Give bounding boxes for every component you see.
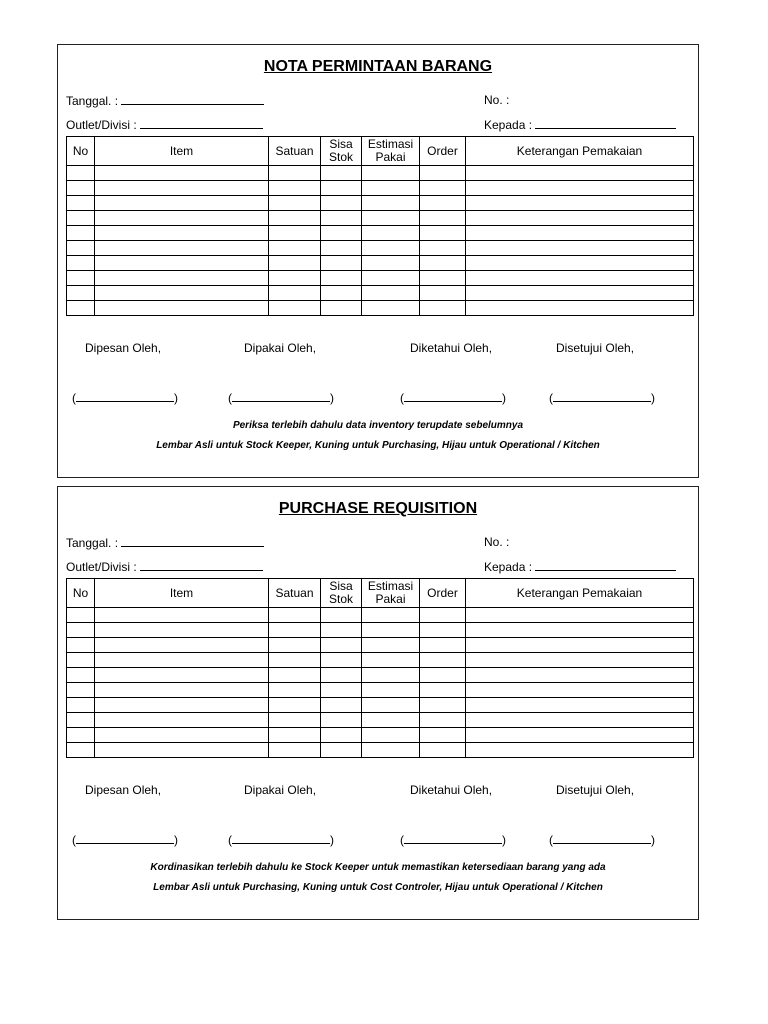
tanggal-label: Tanggal. :: [66, 94, 119, 108]
signature-line[interactable]: ( ): [400, 391, 506, 405]
col-no-cell[interactable]: [67, 226, 95, 241]
no-label: No. :: [484, 93, 510, 107]
col-estimasi-pakai-cell[interactable]: [362, 668, 420, 683]
col-no-cell[interactable]: [67, 668, 95, 683]
signature-line[interactable]: ( ): [400, 833, 506, 847]
col-keterangan-pemakaian-header: Keterangan Pemakaian: [466, 137, 694, 166]
signature-line[interactable]: ( ): [228, 391, 334, 405]
col-item-cell[interactable]: [95, 713, 269, 728]
col-sisa-stok-cell[interactable]: [321, 181, 362, 196]
kepada-blank-line[interactable]: [535, 117, 676, 129]
col-item-cell[interactable]: [95, 623, 269, 638]
col-no-header: No: [67, 579, 95, 608]
col-keterangan-pemakaian-cell[interactable]: [466, 698, 694, 713]
col-no-cell[interactable]: [67, 181, 95, 196]
col-estimasi-pakai-cell[interactable]: [362, 623, 420, 638]
distribution-note: Lembar Asli untuk Purchasing, Kuning untuk Cost Controler, Hijau untuk Operational / Kitchen: [153, 882, 603, 893]
col-item-cell[interactable]: [95, 181, 269, 196]
col-satuan-cell[interactable]: [269, 181, 321, 196]
table-row: [67, 638, 694, 653]
col-no-cell[interactable]: [67, 211, 95, 226]
table-row: [67, 743, 694, 758]
col-sisa-stok-cell[interactable]: [321, 728, 362, 743]
col-keterangan-pemakaian-cell[interactable]: [466, 211, 694, 226]
col-order-cell[interactable]: [420, 608, 466, 623]
col-sisa-stok-cell[interactable]: [321, 241, 362, 256]
col-keterangan-pemakaian-cell[interactable]: [466, 286, 694, 301]
table-header-row: [67, 579, 694, 608]
col-no-cell[interactable]: [67, 271, 95, 286]
col-item-cell[interactable]: [95, 638, 269, 653]
col-satuan-cell[interactable]: [269, 256, 321, 271]
col-order-cell[interactable]: [420, 226, 466, 241]
col-sisa-stok-cell[interactable]: [321, 226, 362, 241]
tanggal-blank-line[interactable]: [121, 535, 264, 547]
form-title: PURCHASE REQUISITION: [278, 500, 478, 517]
kepada-field[interactable]: [484, 117, 676, 132]
col-no-cell[interactable]: [67, 241, 95, 256]
tanggal-field[interactable]: [66, 535, 264, 550]
col-estimasi-pakai-cell[interactable]: [362, 728, 420, 743]
col-estimasi-pakai-cell[interactable]: [362, 271, 420, 286]
col-order-cell[interactable]: [420, 166, 466, 181]
col-keterangan-pemakaian-cell[interactable]: [466, 623, 694, 638]
col-estimasi-pakai-cell[interactable]: [362, 181, 420, 196]
col-keterangan-pemakaian-cell[interactable]: [466, 301, 694, 316]
table-row: [67, 256, 694, 271]
col-item-cell[interactable]: [95, 743, 269, 758]
col-item-cell[interactable]: [95, 256, 269, 271]
items-table: [66, 136, 694, 316]
col-sisa-stok-cell[interactable]: [321, 166, 362, 181]
col-no-cell[interactable]: [67, 698, 95, 713]
col-sisa-stok-cell[interactable]: [321, 683, 362, 698]
nota-permintaan-barang-form: [57, 44, 699, 478]
col-item-header: Item: [95, 579, 269, 608]
col-keterangan-pemakaian-cell[interactable]: [466, 226, 694, 241]
tanggal-field[interactable]: [66, 93, 264, 108]
col-keterangan-pemakaian-cell[interactable]: [466, 166, 694, 181]
signature-label: Dipakai Oleh,: [244, 783, 317, 797]
table-row: [67, 713, 694, 728]
col-satuan-cell[interactable]: [269, 743, 321, 758]
col-satuan-cell[interactable]: [269, 608, 321, 623]
table-row: [67, 623, 694, 638]
col-estimasi-pakai-cell[interactable]: [362, 226, 420, 241]
col-satuan-cell[interactable]: [269, 698, 321, 713]
col-keterangan-pemakaian-cell[interactable]: [466, 196, 694, 211]
col-order-cell[interactable]: [420, 728, 466, 743]
col-sisa-stok-cell[interactable]: [321, 271, 362, 286]
col-satuan-cell[interactable]: [269, 166, 321, 181]
col-estimasi-pakai-header: Estimasi Pakai: [362, 137, 420, 166]
col-order-cell[interactable]: [420, 181, 466, 196]
col-keterangan-pemakaian-cell[interactable]: [466, 271, 694, 286]
col-sisa-stok-cell[interactable]: [321, 301, 362, 316]
signature-label: Disetujui Oleh,: [556, 783, 635, 797]
col-keterangan-pemakaian-header: Keterangan Pemakaian: [466, 579, 694, 608]
table-row: [67, 226, 694, 241]
col-satuan-cell[interactable]: [269, 623, 321, 638]
col-no-cell[interactable]: [67, 713, 95, 728]
col-keterangan-pemakaian-cell[interactable]: [466, 743, 694, 758]
table-row: [67, 166, 694, 181]
col-item-cell[interactable]: [95, 271, 269, 286]
col-order-cell[interactable]: [420, 271, 466, 286]
col-estimasi-pakai-cell[interactable]: [362, 286, 420, 301]
col-item-cell[interactable]: [95, 653, 269, 668]
distribution-note: Lembar Asli untuk Stock Keeper, Kuning untuk Purchasing, Hijau untuk Operational / Kitchen: [156, 440, 600, 451]
kepada-label: Kepada :: [484, 118, 533, 132]
outlet-divisi-field[interactable]: [66, 117, 263, 132]
col-keterangan-pemakaian-cell[interactable]: [466, 653, 694, 668]
col-item-cell[interactable]: [95, 698, 269, 713]
col-satuan-header: Satuan: [269, 137, 321, 166]
kepada-blank-line[interactable]: [535, 559, 676, 571]
col-sisa-stok-cell[interactable]: [321, 668, 362, 683]
col-no-cell[interactable]: [67, 653, 95, 668]
col-estimasi-pakai-cell[interactable]: [362, 653, 420, 668]
col-satuan-cell[interactable]: [269, 683, 321, 698]
signature-line[interactable]: ( ): [549, 391, 655, 405]
col-order-cell[interactable]: [420, 713, 466, 728]
col-order-header: Order: [420, 579, 466, 608]
col-sisa-stok-header: Sisa Stok: [321, 137, 362, 166]
table-row: [67, 241, 694, 256]
col-satuan-cell[interactable]: [269, 638, 321, 653]
col-satuan-cell[interactable]: [269, 271, 321, 286]
col-keterangan-pemakaian-cell[interactable]: [466, 728, 694, 743]
col-item-header: Item: [95, 137, 269, 166]
col-item-cell[interactable]: [95, 196, 269, 211]
table-row: [67, 698, 694, 713]
col-satuan-cell[interactable]: [269, 653, 321, 668]
col-satuan-header: Satuan: [269, 579, 321, 608]
col-estimasi-pakai-cell[interactable]: [362, 301, 420, 316]
items-table: [66, 578, 694, 758]
col-sisa-stok-cell[interactable]: [321, 743, 362, 758]
col-order-cell[interactable]: [420, 286, 466, 301]
col-estimasi-pakai-header: Estimasi Pakai: [362, 579, 420, 608]
table-row: [67, 728, 694, 743]
col-item-cell[interactable]: [95, 683, 269, 698]
instruction-note: Periksa terlebih dahulu data inventory terupdate sebelumnya: [232, 420, 524, 431]
col-sisa-stok-cell[interactable]: [321, 256, 362, 271]
col-no-cell[interactable]: [67, 623, 95, 638]
col-estimasi-pakai-cell[interactable]: [362, 166, 420, 181]
col-keterangan-pemakaian-cell[interactable]: [466, 668, 694, 683]
tanggal-label: Tanggal. :: [66, 536, 119, 550]
table-row: [67, 683, 694, 698]
col-item-cell[interactable]: [95, 728, 269, 743]
col-sisa-stok-cell[interactable]: [321, 638, 362, 653]
col-order-cell[interactable]: [420, 211, 466, 226]
col-estimasi-pakai-cell[interactable]: [362, 683, 420, 698]
col-sisa-stok-cell[interactable]: [321, 211, 362, 226]
purchase-requisition-form: [57, 486, 699, 920]
col-order-cell[interactable]: [420, 698, 466, 713]
signature-label: Diketahui Oleh,: [410, 783, 493, 797]
signature-label: Disetujui Oleh,: [556, 341, 635, 355]
outlet-divisi-label: Outlet/Divisi :: [66, 118, 137, 132]
col-estimasi-pakai-cell[interactable]: [362, 698, 420, 713]
col-no-cell[interactable]: [67, 301, 95, 316]
col-keterangan-pemakaian-cell[interactable]: [466, 241, 694, 256]
table-header-row: [67, 137, 694, 166]
col-estimasi-pakai-cell[interactable]: [362, 743, 420, 758]
instruction-note: Kordinasikan terlebih dahulu ke Stock Keeper untuk memastikan ketersediaan barang yang ada: [150, 862, 606, 873]
col-keterangan-pemakaian-cell[interactable]: [466, 638, 694, 653]
col-sisa-stok-cell[interactable]: [321, 623, 362, 638]
table-row: [67, 181, 694, 196]
col-satuan-cell[interactable]: [269, 728, 321, 743]
col-order-cell[interactable]: [420, 653, 466, 668]
signature-label: Dipesan Oleh,: [85, 783, 162, 797]
col-sisa-stok-cell[interactable]: [321, 713, 362, 728]
col-item-cell[interactable]: [95, 668, 269, 683]
col-sisa-stok-cell[interactable]: [321, 653, 362, 668]
col-no-cell[interactable]: [67, 728, 95, 743]
outlet-divisi-label: Outlet/Divisi :: [66, 560, 137, 574]
col-order-cell[interactable]: [420, 668, 466, 683]
form-title: NOTA PERMINTAAN BARANG: [263, 58, 493, 75]
col-keterangan-pemakaian-cell[interactable]: [466, 713, 694, 728]
col-estimasi-pakai-cell[interactable]: [362, 196, 420, 211]
col-keterangan-pemakaian-cell[interactable]: [466, 256, 694, 271]
col-order-cell[interactable]: [420, 623, 466, 638]
tanggal-blank-line[interactable]: [121, 93, 264, 105]
col-item-cell[interactable]: [95, 211, 269, 226]
table-row: [67, 211, 694, 226]
col-sisa-stok-cell[interactable]: [321, 286, 362, 301]
signature-label: Dipakai Oleh,: [244, 341, 317, 355]
col-satuan-cell[interactable]: [269, 196, 321, 211]
col-item-cell[interactable]: [95, 286, 269, 301]
signature-line[interactable]: ( ): [72, 391, 178, 405]
col-item-cell[interactable]: [95, 226, 269, 241]
col-no-cell[interactable]: [67, 196, 95, 211]
col-order-cell[interactable]: [420, 638, 466, 653]
col-item-cell[interactable]: [95, 241, 269, 256]
kepada-field[interactable]: [484, 559, 676, 574]
col-no-cell[interactable]: [67, 286, 95, 301]
col-no-cell[interactable]: [67, 166, 95, 181]
col-satuan-cell[interactable]: [269, 241, 321, 256]
col-order-cell[interactable]: [420, 683, 466, 698]
col-keterangan-pemakaian-cell[interactable]: [466, 181, 694, 196]
no-field[interactable]: [484, 93, 509, 107]
table-row: [67, 301, 694, 316]
col-satuan-cell[interactable]: [269, 713, 321, 728]
kepada-label: Kepada :: [484, 560, 533, 574]
col-satuan-cell[interactable]: [269, 211, 321, 226]
table-row: [67, 286, 694, 301]
col-no-cell[interactable]: [67, 256, 95, 271]
table-row: [67, 608, 694, 623]
col-satuan-cell[interactable]: [269, 668, 321, 683]
signature-label: Dipesan Oleh,: [85, 341, 162, 355]
col-estimasi-pakai-cell[interactable]: [362, 608, 420, 623]
signature-line[interactable]: ( ): [72, 833, 178, 847]
col-no-cell[interactable]: [67, 638, 95, 653]
col-no-cell[interactable]: [67, 608, 95, 623]
col-keterangan-pemakaian-cell[interactable]: [466, 683, 694, 698]
col-estimasi-pakai-cell[interactable]: [362, 638, 420, 653]
col-estimasi-pakai-cell[interactable]: [362, 211, 420, 226]
col-order-cell[interactable]: [420, 256, 466, 271]
col-estimasi-pakai-cell[interactable]: [362, 241, 420, 256]
table-row: [67, 653, 694, 668]
col-order-cell[interactable]: [420, 301, 466, 316]
col-no-cell[interactable]: [67, 743, 95, 758]
table-row: [67, 196, 694, 211]
signature-line[interactable]: ( ): [228, 833, 334, 847]
col-order-cell[interactable]: [420, 241, 466, 256]
col-satuan-cell[interactable]: [269, 286, 321, 301]
col-item-cell[interactable]: [95, 166, 269, 181]
col-satuan-cell[interactable]: [269, 226, 321, 241]
table-row: [67, 668, 694, 683]
col-sisa-stok-cell[interactable]: [321, 698, 362, 713]
col-satuan-cell[interactable]: [269, 301, 321, 316]
col-order-cell[interactable]: [420, 196, 466, 211]
col-estimasi-pakai-cell[interactable]: [362, 256, 420, 271]
col-item-cell[interactable]: [95, 301, 269, 316]
col-keterangan-pemakaian-cell[interactable]: [466, 608, 694, 623]
outlet-divisi-field[interactable]: [66, 559, 263, 574]
no-field[interactable]: [484, 535, 509, 549]
col-no-header: No: [67, 137, 95, 166]
col-estimasi-pakai-cell[interactable]: [362, 713, 420, 728]
no-label: No. :: [484, 535, 510, 549]
outlet-divisi-blank-line[interactable]: [140, 117, 263, 129]
outlet-divisi-blank-line[interactable]: [140, 559, 263, 571]
col-sisa-stok-cell[interactable]: [321, 608, 362, 623]
col-sisa-stok-header: Sisa Stok: [321, 579, 362, 608]
col-order-cell[interactable]: [420, 743, 466, 758]
table-row: [67, 271, 694, 286]
col-no-cell[interactable]: [67, 683, 95, 698]
col-order-header: Order: [420, 137, 466, 166]
col-sisa-stok-cell[interactable]: [321, 196, 362, 211]
col-item-cell[interactable]: [95, 608, 269, 623]
signature-label: Diketahui Oleh,: [410, 341, 493, 355]
signature-line[interactable]: ( ): [549, 833, 655, 847]
